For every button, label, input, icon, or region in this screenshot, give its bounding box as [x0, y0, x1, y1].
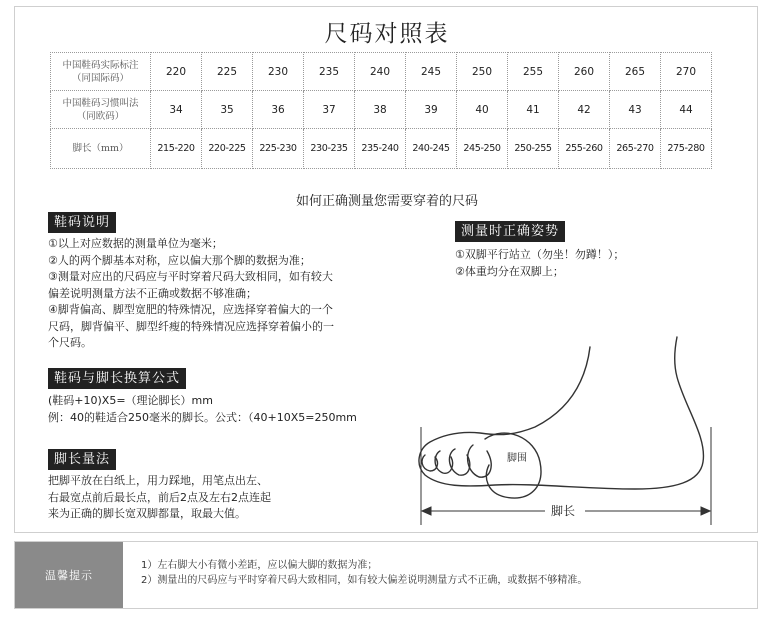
size-note-line: ①以上对应数据的测量单位为毫米； — [48, 237, 223, 250]
posture-line: ②体重均分在双脚上； — [455, 264, 564, 278]
formula-tag: 鞋码与脚长换算公式 — [48, 368, 186, 389]
tips-line: 1）左右脚大小有微小差距，应以偏大脚的数据为准； — [141, 560, 378, 571]
table-cell: 38 — [355, 91, 406, 129]
tips-panel — [14, 541, 758, 609]
table-row — [51, 129, 712, 169]
row-header-line: 中国鞋码习惯叫法 — [62, 97, 139, 109]
table-cell: 250-255 — [508, 129, 559, 169]
formula-text — [48, 393, 408, 426]
table-cell: 260 — [559, 53, 610, 91]
tips-label: 温馨提示 — [15, 542, 123, 608]
table-cell: 265 — [610, 53, 661, 91]
page-title: 尺码对照表 — [324, 21, 450, 47]
table-row — [51, 91, 712, 129]
girth-loop — [485, 433, 541, 498]
how-to-measure-heading: 如何正确测量您需要穿着的尺码 — [295, 194, 478, 209]
table-cell: 35 — [202, 91, 253, 129]
size-note-line: ③测量对应出的尺码应与平时穿着尺码大致相同，如有较大 — [48, 270, 333, 283]
table-cell: 36 — [253, 91, 304, 129]
table-cell: 230-235 — [304, 129, 355, 169]
table-cell: 230 — [253, 53, 304, 91]
formula-line: (鞋码+10)X5=（理论脚长）mm — [48, 394, 213, 407]
size-note-tag: 鞋码说明 — [48, 212, 116, 233]
toe-outline — [468, 445, 492, 477]
table-cell: 225-230 — [253, 129, 304, 169]
size-note-line: 偏差说明测量方法不正确或数据不够准确； — [48, 286, 257, 300]
table-cell: 250 — [457, 53, 508, 91]
table-cell: 245-250 — [457, 129, 508, 169]
posture-text — [455, 247, 735, 280]
row-header-line: （同国际码） — [71, 72, 129, 84]
table-cell: 275-280 — [661, 129, 712, 169]
table-cell: 245 — [406, 53, 457, 91]
size-note-line: ②人的两个脚基本对称，应以偏大那个脚的数据为准； — [48, 253, 311, 267]
table-cell: 43 — [610, 91, 661, 129]
table-cell: 235-240 — [355, 129, 406, 169]
table-cell: 42 — [559, 91, 610, 129]
formula-line: 例：40的鞋适合250毫米的脚长。公式：（40+10X5=250mm — [48, 410, 357, 424]
size-note-line: 尺码，脚背偏平、脚型纤瘦的特殊情况应选择穿着偏小的一 — [48, 319, 334, 333]
row-header — [51, 91, 151, 129]
table-row — [51, 53, 712, 91]
table-cell: 39 — [406, 91, 457, 129]
length-label: 脚长 — [551, 504, 576, 518]
table-cell: 240-245 — [406, 129, 457, 169]
table-cell: 225 — [202, 53, 253, 91]
tips-line: 2）测量出的尺码应与平时穿着尺码大致相同，如有较大偏差说明测量方式不正确，或数据不够精准。 — [141, 575, 588, 586]
table-cell: 220 — [151, 53, 202, 91]
measure-method-text — [48, 473, 328, 523]
table-cell: 40 — [457, 91, 508, 129]
table-cell: 240 — [355, 53, 406, 91]
size-note-line: ④脚背偏高、脚型宽肥的特殊情况，应选择穿着偏大的一个 — [48, 303, 333, 316]
girth-label: 脚围 — [507, 453, 527, 464]
table-cell: 41 — [508, 91, 559, 129]
table-cell: 255 — [508, 53, 559, 91]
posture-tag: 测量时正确姿势 — [455, 221, 565, 242]
table-cell: 215-220 — [151, 129, 202, 169]
foot-outline — [419, 337, 704, 489]
row-header-line: 中国鞋码实际标注 — [62, 59, 139, 71]
table-cell: 37 — [304, 91, 355, 129]
table-cell: 265-270 — [610, 129, 661, 169]
table-cell: 34 — [151, 91, 202, 129]
measure-method-line: 来为正确的脚长宽双脚都量，取最大值。 — [48, 507, 246, 520]
table-cell: 235 — [304, 53, 355, 91]
measure-method-line: 把脚平放在白纸上，用力踩地，用笔点出左、 — [48, 474, 268, 487]
foot-diagram — [385, 327, 735, 527]
size-chart-panel — [14, 6, 758, 533]
measure-method-line: 右最宽点前后最长点，前后2点及左右2点连起 — [48, 490, 271, 504]
table-cell: 270 — [661, 53, 712, 91]
row-header-line: 脚长（mm） — [72, 143, 129, 154]
row-header — [51, 129, 151, 169]
tips-text — [141, 558, 587, 588]
table-cell: 44 — [661, 91, 712, 129]
table-cell: 220-225 — [202, 129, 253, 169]
measure-method-tag: 脚长量法 — [48, 449, 116, 470]
posture-line: ①双脚平行站立（勿坐！勿蹲！）； — [455, 248, 625, 261]
row-header-line: （同欧码） — [76, 110, 125, 122]
row-header — [51, 53, 151, 91]
size-table — [50, 52, 712, 169]
size-note-text — [48, 236, 408, 352]
size-note-line: 个尺码。 — [48, 336, 92, 349]
table-cell: 255-260 — [559, 129, 610, 169]
